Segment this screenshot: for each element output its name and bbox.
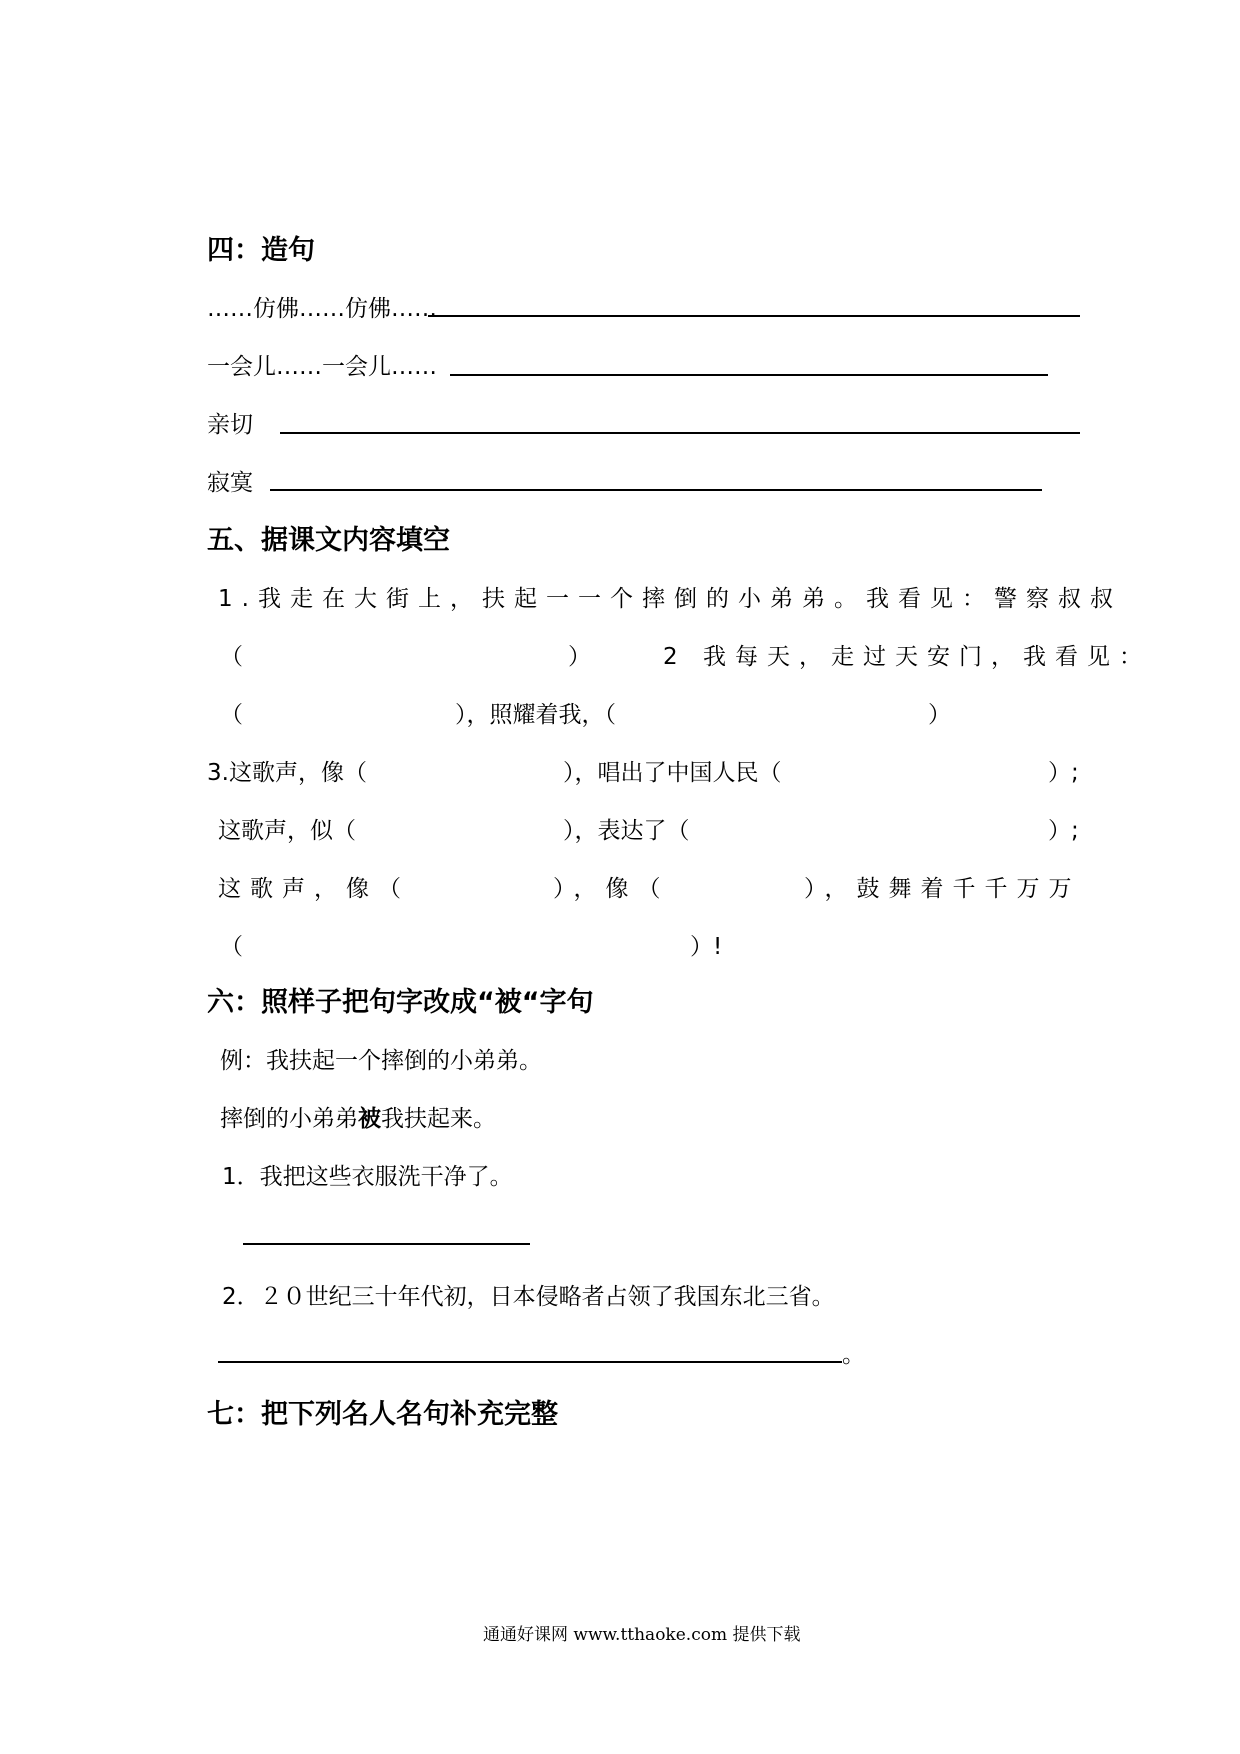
fill-text-3g: ），鼓舞着千千万万	[804, 876, 1081, 902]
section-4-title: 四：造句	[207, 235, 315, 266]
answer-line	[280, 432, 1080, 434]
fill-text-shine: ），照耀着我，（	[455, 702, 616, 728]
fill-question-3e: 这歌声，像（	[218, 876, 410, 902]
rewrite-question-1: 1．我把这些衣服洗干净了。	[222, 1164, 513, 1190]
example-sentence: 例：我扶起一个摔倒的小弟弟。	[220, 1048, 542, 1074]
section-7-title: 七：把下列名人名句补充完整	[207, 1399, 558, 1430]
page-footer: 通通好课网 www.tthaoke.com 提供下载	[483, 1625, 801, 1645]
answer-period: 。	[842, 1342, 865, 1368]
section-5-title: 五、据课文内容填空	[207, 525, 450, 556]
fill-question-1: 1.我走在大街上，扶起一一个摔倒的小弟弟。我看见：警察叔叔	[218, 586, 1122, 612]
example-answer-bold: 被	[358, 1106, 381, 1132]
fill-question-3c: 这歌声，似（	[218, 818, 356, 844]
sentence-item-qinqie: 亲切	[207, 412, 253, 438]
bracket-close-exclaim: ）!	[690, 934, 723, 960]
answer-line	[450, 374, 1048, 376]
bracket-open: （	[220, 934, 243, 960]
bracket-open: （	[220, 644, 243, 670]
section-6-title: 六：照样子把句字改成“被“字句	[207, 987, 594, 1018]
example-answer-pre: 摔倒的小弟弟	[220, 1106, 358, 1132]
sentence-item-yihuier: 一会儿……一会儿……	[207, 354, 437, 380]
fill-text-3b: ），唱出了中国人民（	[563, 760, 782, 786]
answer-line	[243, 1243, 530, 1245]
bracket-open: （	[220, 702, 243, 728]
fill-text-3f: ），像（	[553, 876, 670, 902]
answer-line	[270, 489, 1042, 491]
example-answer-post: 我扶起来。	[381, 1106, 496, 1132]
answer-line	[428, 315, 1080, 317]
fill-text-3d: ），表达了（	[563, 818, 690, 844]
sentence-item-jimo: 寂寞	[207, 470, 253, 496]
bracket-close: ）	[928, 702, 951, 728]
rewrite-question-2: 2．２０世纪三十年代初，日本侵略者占领了我国东北三省。	[222, 1284, 835, 1310]
answer-line	[218, 1361, 842, 1363]
bracket-close-semicolon: ）;	[1048, 760, 1079, 786]
bracket-close-semicolon: ）;	[1048, 818, 1079, 844]
fill-question-3a: 3.这歌声，像（	[207, 760, 367, 786]
example-answer	[220, 1100, 496, 1133]
bracket-close: ）	[568, 644, 591, 670]
sentence-item-fangfu: ……仿佛……仿佛……	[207, 296, 437, 322]
fill-question-2: 2 我每天，走过天安门，我看见：	[663, 644, 1151, 670]
